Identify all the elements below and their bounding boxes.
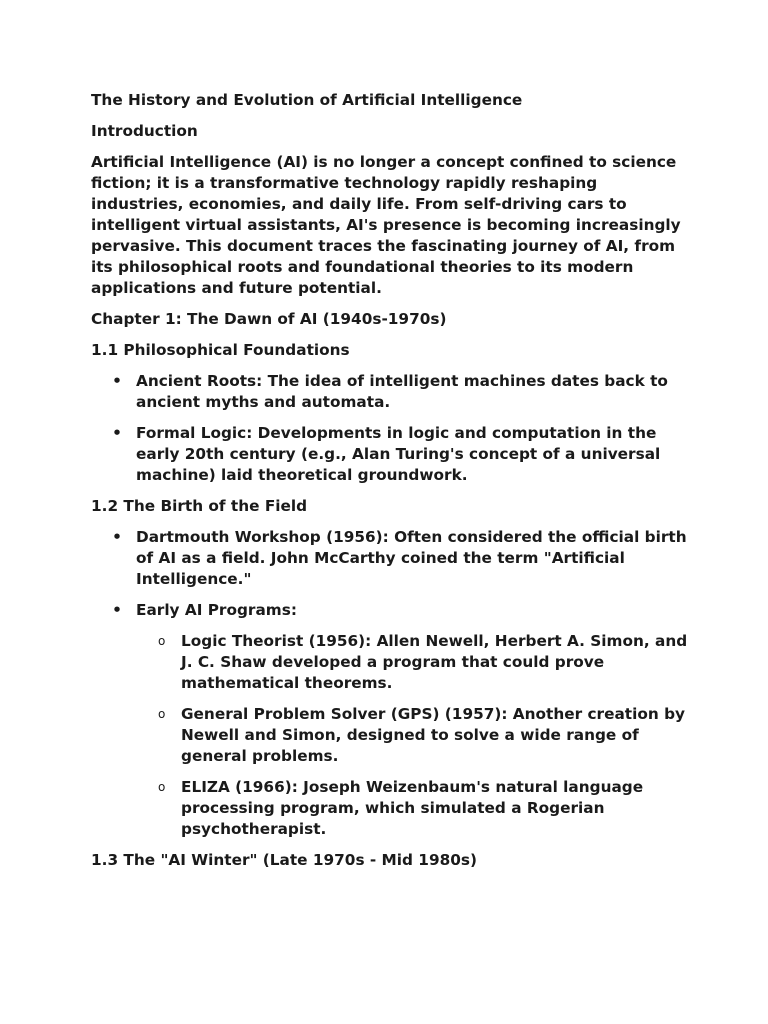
bullet-list-1-2 [91,527,691,840]
sub-list-item-text: General Problem Solver (GPS) (1957): Another creation by Newell and Simon, designed to solve a wide range of general problems. [181,705,685,765]
list-item-text: Formal Logic: Developments in logic and computation in the early 20th century (e.g., Alan Turing's concept of a universal machine) laid theoretical groundwork. [136,424,661,484]
sub-list-item-text: Logic Theorist (1956): Allen Newell, Herbert A. Simon, and J. C. Shaw developed a program that could prove mathematical theorems. [181,632,688,692]
bullet-list-1-1 [91,371,691,486]
sub-bullet-list [136,631,691,840]
list-item-text: Early AI Programs: [136,601,297,619]
list-item-text: Ancient Roots: The idea of intelligent machines dates back to ancient myths and automata. [136,372,668,411]
chapter-heading: Chapter 1: The Dawn of AI (1940s-1970s) [91,310,447,328]
sub-list-item [136,777,691,840]
list-item [91,600,691,840]
intro-heading: Introduction [91,122,198,140]
section-heading-1-1: 1.1 Philosophical Foundations [91,341,350,359]
list-item-text: Dartmouth Workshop (1956): Often considered the official birth of AI as a field. John McCarthy coined the term "Artificial Intelligence." [136,528,687,588]
intro-paragraph: Artificial Intelligence (AI) is no longer a concept confined to science fiction; it is a transformative technology rapidly reshaping industries, economies, and daily life. From self-driving cars to intelligent virtual assistants, AI's presence is becoming increasingly pervasive. This document traces the fascinating journey of AI, from its philosophical roots and foundational theories to its modern applications and future potential. [91,153,681,297]
circle-bullet-icon: o [158,707,166,721]
bullet-icon: • [112,424,122,442]
sub-list-item [136,631,691,694]
section-heading-1-2: 1.2 The Birth of the Field [91,497,308,515]
list-item [91,527,691,590]
list-item [91,371,691,413]
circle-bullet-icon: o [158,780,166,794]
bullet-icon: • [112,372,122,390]
bullet-icon: • [112,528,122,546]
bullet-icon: • [112,601,122,619]
list-item [91,423,691,486]
document-page [91,90,691,881]
sub-list-item-text: ELIZA (1966): Joseph Weizenbaum's natural language processing program, which simulated a Rogerian psychotherapist. [181,778,644,838]
sub-list-item [136,704,691,767]
document-title: The History and Evolution of Artificial Intelligence [91,91,523,109]
section-heading-1-3: 1.3 The "AI Winter" (Late 1970s - Mid 1980s) [91,851,477,869]
circle-bullet-icon: o [158,634,166,648]
